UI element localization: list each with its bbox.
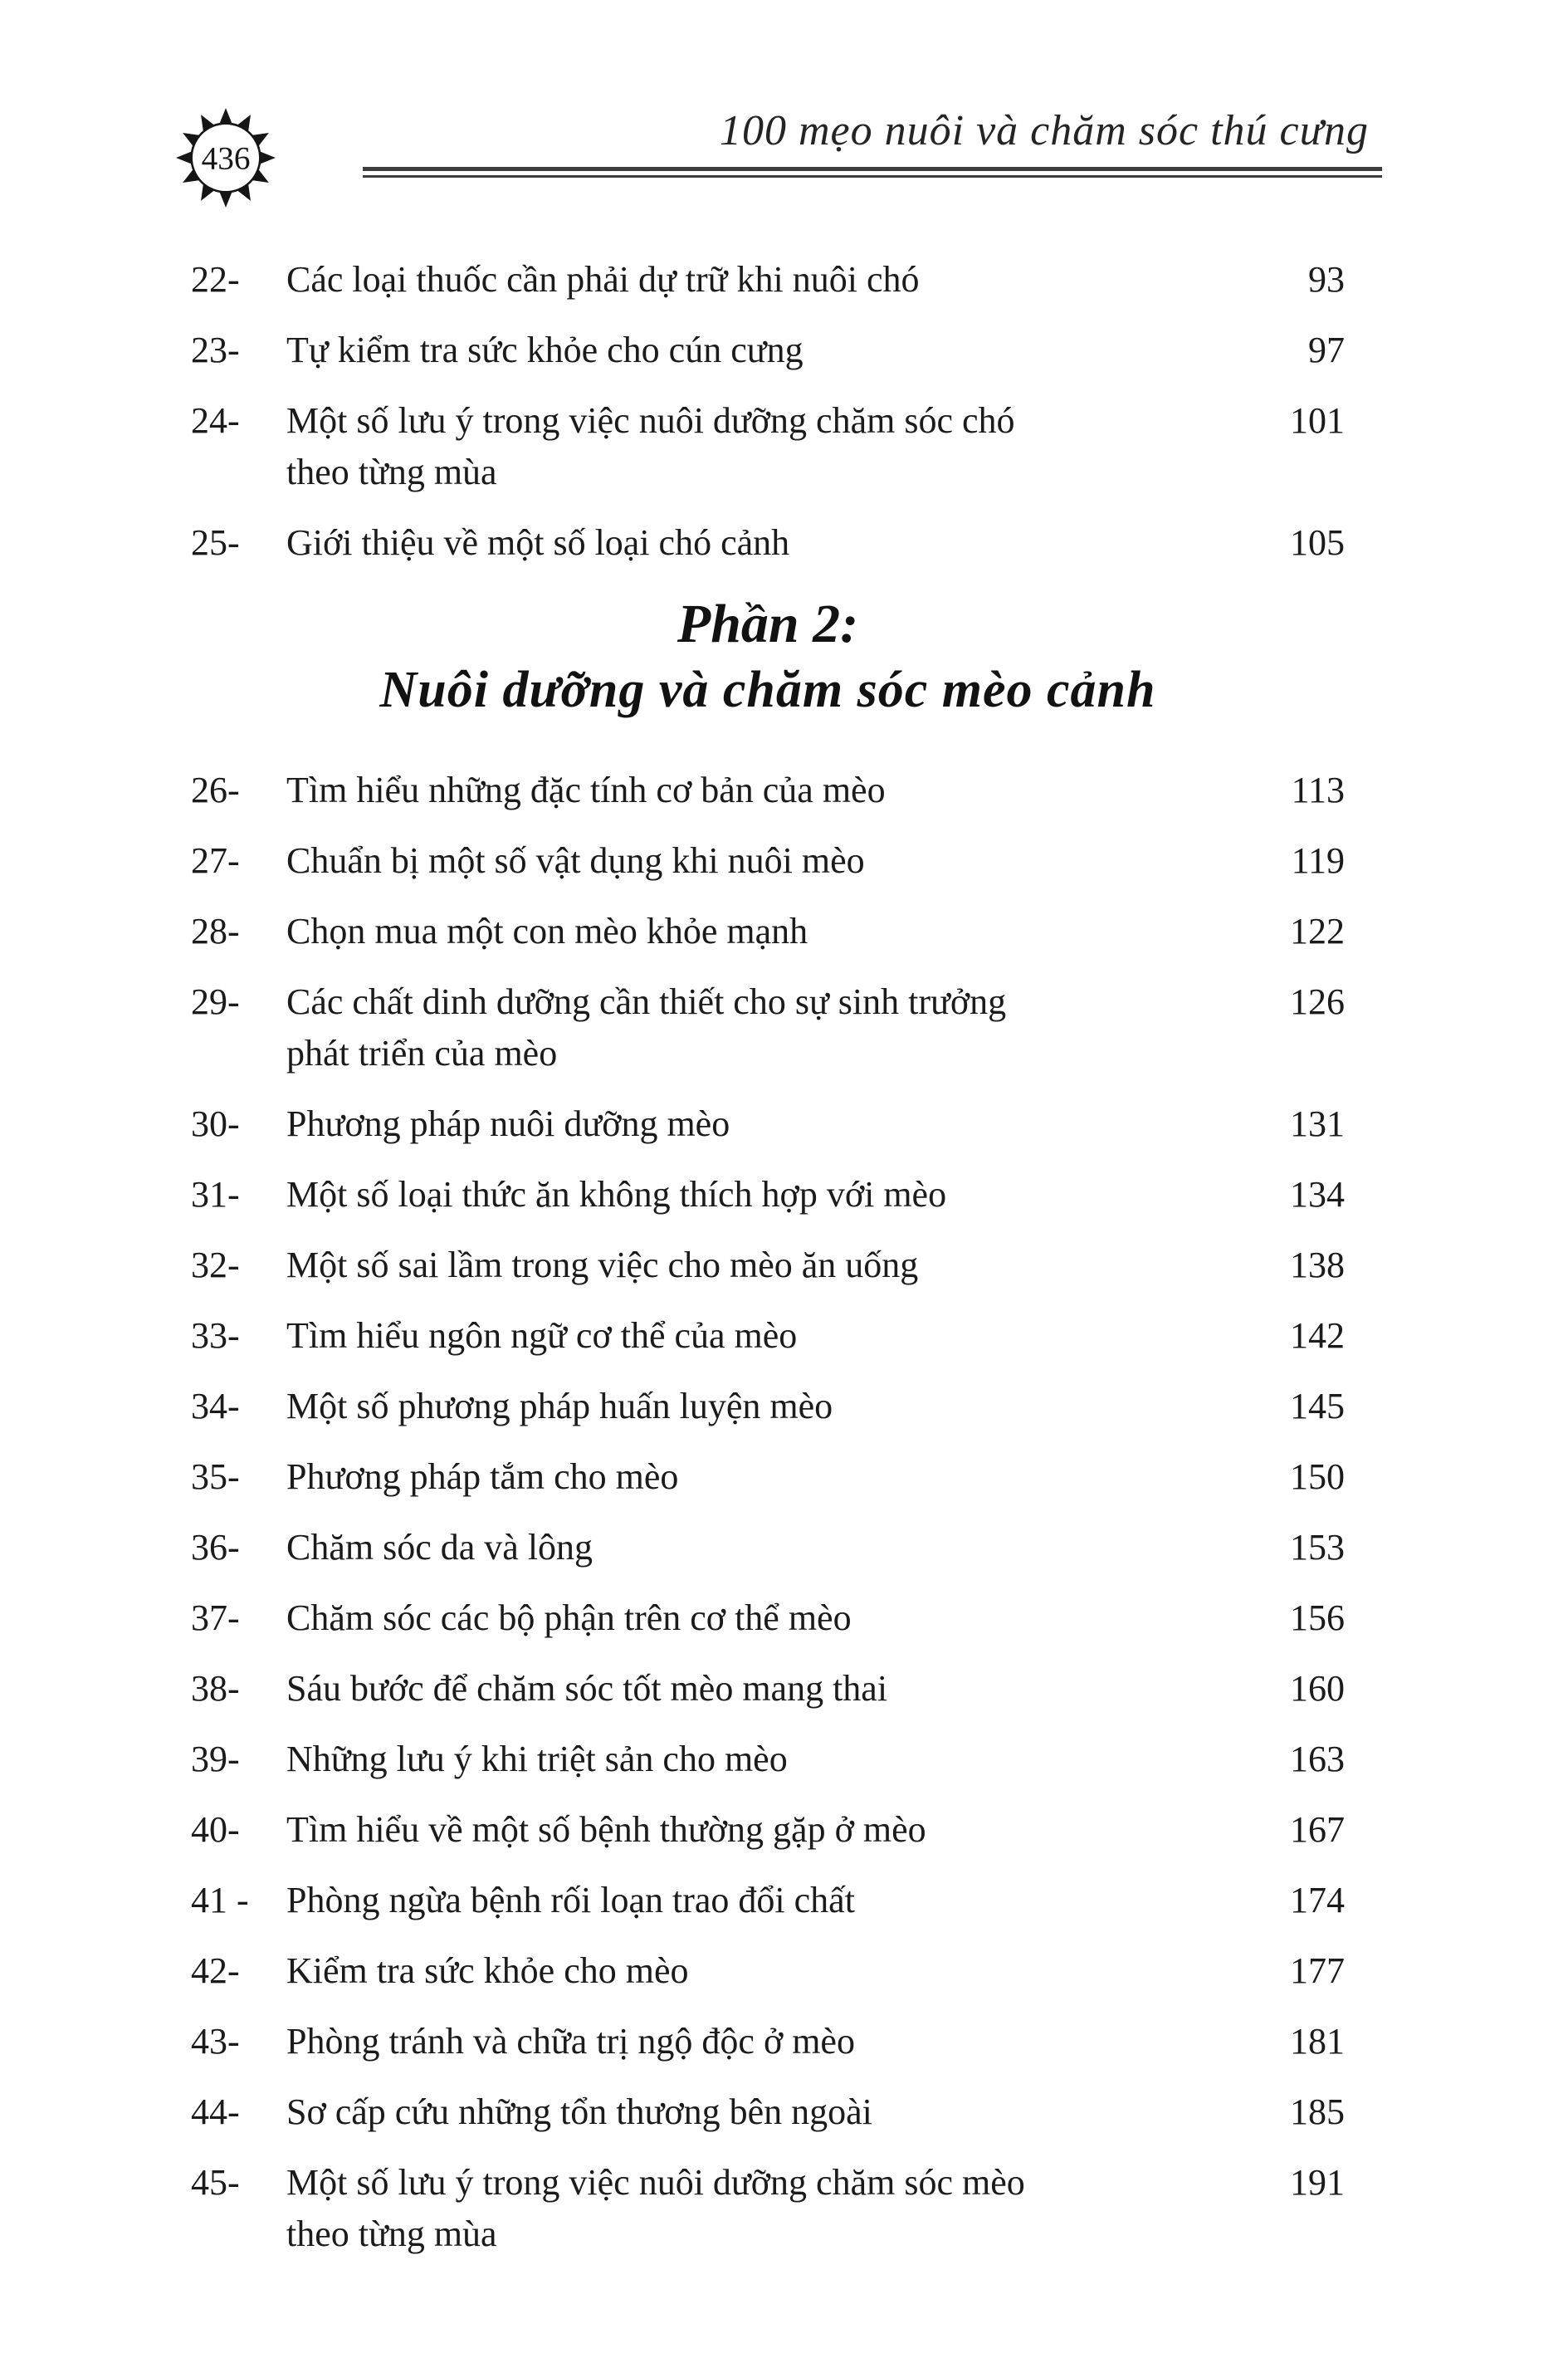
toc-row xyxy=(191,1596,1345,1641)
toc-entry-title-line1: Giới thiệu về một số loại chó cảnh xyxy=(286,522,790,563)
toc-entry-title xyxy=(286,1243,1266,1288)
toc-row xyxy=(191,909,1345,954)
toc-entry-number: 34- xyxy=(191,1386,240,1426)
table-of-contents xyxy=(191,257,1345,2282)
toc-entry-number: 41 - xyxy=(191,1880,249,1920)
toc-entry-title-line2: theo từng mùa xyxy=(286,2214,497,2254)
part-heading xyxy=(191,591,1345,722)
toc-entry-title xyxy=(286,2090,1266,2135)
toc-entry-page: 113 xyxy=(1291,770,1345,810)
toc-entry-title-line1: Một số loại thức ăn không thích hợp với mèo xyxy=(286,1174,947,1215)
toc-entry-title-line1: Phương pháp nuôi dưỡng mèo xyxy=(286,1103,730,1144)
toc-entry-title xyxy=(286,2019,1266,2064)
toc-entry-number: 29- xyxy=(191,981,240,1022)
toc-entry-page: 131 xyxy=(1290,1103,1345,1144)
toc-entry-title xyxy=(286,1313,1266,1358)
running-title: 100 mẹo nuôi và chăm sóc thú cưng xyxy=(720,107,1369,154)
toc-entry-title-line2: theo từng mùa xyxy=(286,452,497,492)
toc-row xyxy=(191,1878,1345,1923)
toc-row xyxy=(191,980,1345,1076)
toc-entry-title-line1: Một số phương pháp huấn luyện mèo xyxy=(286,1386,833,1426)
toc-entry-page: 101 xyxy=(1290,400,1345,441)
toc-entry-number: 32- xyxy=(191,1245,240,1285)
toc-entry-page: 122 xyxy=(1290,911,1345,951)
toc-entry-page: 145 xyxy=(1290,1386,1345,1426)
toc-entry-title-line1: Sơ cấp cứu những tổn thương bên ngoài xyxy=(286,2091,872,2132)
toc-entry-number: 44- xyxy=(191,2091,240,2132)
toc-entry-title xyxy=(286,521,1266,565)
toc-entry-title xyxy=(286,1172,1266,1217)
toc-entry-title xyxy=(286,1949,1266,1993)
toc-entry-title-line1: Phương pháp tắm cho mèo xyxy=(286,1456,679,1497)
toc-row xyxy=(191,257,1345,302)
toc-entry-number: 26- xyxy=(191,770,240,810)
toc-entry-number: 45- xyxy=(191,2162,240,2203)
toc-entry-page: 142 xyxy=(1290,1315,1345,1356)
toc-entry-title xyxy=(286,839,1266,883)
page-number-badge xyxy=(174,106,277,209)
toc-row xyxy=(191,328,1345,373)
toc-entry-number: 25- xyxy=(191,522,240,563)
toc-entry-page: 93 xyxy=(1308,259,1345,300)
toc-entry-page: 105 xyxy=(1290,522,1345,563)
toc-entry-title-line1: Tìm hiểu ngôn ngữ cơ thể của mèo xyxy=(286,1315,798,1356)
toc-row xyxy=(191,1949,1345,1993)
toc-entry-title xyxy=(286,909,1266,954)
toc-entry-title-line2: phát triển của mèo xyxy=(286,1033,558,1074)
toc-entry-title-line1: Một số sai lầm trong việc cho mèo ăn uống xyxy=(286,1245,919,1285)
toc-entry-page: 97 xyxy=(1308,330,1345,370)
toc-entry-page: 191 xyxy=(1290,2162,1345,2203)
toc-entry-title xyxy=(286,1525,1266,1570)
toc-entry-title xyxy=(286,1384,1266,1429)
toc-entry-title-line1: Chọn mua một con mèo khỏe mạnh xyxy=(286,911,808,951)
toc-entry-page: 138 xyxy=(1290,1245,1345,1285)
toc-entry-number: 37- xyxy=(191,1597,240,1638)
toc-row xyxy=(191,1102,1345,1147)
toc-entry-page: 177 xyxy=(1290,1950,1345,1991)
toc-entry-number: 38- xyxy=(191,1668,240,1709)
toc-entry-title-line1: Phòng ngừa bệnh rối loạn trao đổi chất xyxy=(286,1880,855,1920)
toc-entry-title-line1: Một số lưu ý trong việc nuôi dưỡng chăm sóc chó xyxy=(286,400,1015,441)
toc-row xyxy=(191,2160,1345,2257)
toc-entry-number: 42- xyxy=(191,1950,240,1991)
toc-entry-page: 185 xyxy=(1290,2091,1345,2132)
toc-row xyxy=(191,1808,1345,1852)
toc-section-cats xyxy=(191,768,1345,2257)
toc-entry-title-line1: Sáu bước để chăm sóc tốt mèo mang thai xyxy=(286,1668,888,1709)
toc-entry-title-line1: Những lưu ý khi triệt sản cho mèo xyxy=(286,1739,788,1779)
toc-entry-number: 27- xyxy=(191,840,240,881)
toc-entry-title-line1: Phòng tránh và chữa trị ngộ độc ở mèo xyxy=(286,2021,855,2062)
toc-row xyxy=(191,1455,1345,1499)
toc-entry-page: 163 xyxy=(1290,1739,1345,1779)
toc-entry-title-line1: Chuẩn bị một số vật dụng khi nuôi mèo xyxy=(286,840,865,881)
toc-row xyxy=(191,1666,1345,1711)
toc-row xyxy=(191,521,1345,565)
toc-row xyxy=(191,2090,1345,2135)
toc-entry-number: 40- xyxy=(191,1809,240,1850)
toc-entry-title-line1: Các loại thuốc cần phải dự trữ khi nuôi chó xyxy=(286,259,920,300)
toc-entry-page: 153 xyxy=(1290,1527,1345,1568)
toc-entry-title-line1: Tìm hiểu những đặc tính cơ bản của mèo xyxy=(286,770,886,810)
toc-entry-number: 39- xyxy=(191,1739,240,1779)
toc-entry-page: 160 xyxy=(1290,1668,1345,1709)
part-title: Nuôi dưỡng và chăm sóc mèo cảnh xyxy=(379,662,1156,718)
toc-entry-title xyxy=(286,257,1266,302)
toc-entry-number: 28- xyxy=(191,911,240,951)
toc-entry-page: 126 xyxy=(1290,981,1345,1022)
toc-entry-title xyxy=(286,1878,1266,1923)
toc-entry-title-line1: Kiểm tra sức khỏe cho mèo xyxy=(286,1950,689,1991)
toc-entry-title-line1: Chăm sóc các bộ phận trên cơ thể mèo xyxy=(286,1597,852,1638)
toc-row xyxy=(191,839,1345,883)
header-rule-divider xyxy=(363,167,1382,178)
toc-entry-title-line1: Một số lưu ý trong việc nuôi dưỡng chăm sóc mèo xyxy=(286,2162,1025,2203)
starburst-icon xyxy=(174,106,277,209)
toc-entry-title xyxy=(286,399,1266,495)
part-label: Phần 2: xyxy=(677,594,859,654)
toc-entry-page: 119 xyxy=(1291,840,1345,881)
toc-entry-title xyxy=(286,768,1266,813)
toc-entry-title xyxy=(286,1102,1266,1147)
toc-entry-number: 30- xyxy=(191,1103,240,1144)
toc-entry-page: 174 xyxy=(1290,1880,1345,1920)
toc-entry-title xyxy=(286,328,1266,373)
toc-row xyxy=(191,1384,1345,1429)
toc-row xyxy=(191,768,1345,813)
toc-entry-title xyxy=(286,1737,1266,1782)
toc-entry-title xyxy=(286,1455,1266,1499)
toc-row xyxy=(191,2019,1345,2064)
toc-row xyxy=(191,1737,1345,1782)
page-number-text: 436 xyxy=(201,140,251,177)
toc-entry-number: 31- xyxy=(191,1174,240,1215)
toc-entry-title-line1: Tự kiểm tra sức khỏe cho cún cưng xyxy=(286,330,804,370)
toc-entry-number: 22- xyxy=(191,259,240,300)
toc-entry-title-line1: Tìm hiểu về một số bệnh thường gặp ở mèo xyxy=(286,1809,926,1850)
toc-entry-page: 167 xyxy=(1290,1809,1345,1850)
toc-entry-page: 156 xyxy=(1290,1597,1345,1638)
toc-entry-number: 35- xyxy=(191,1456,240,1497)
toc-entry-title xyxy=(286,1808,1266,1852)
toc-entry-title xyxy=(286,1666,1266,1711)
toc-entry-number: 43- xyxy=(191,2021,240,2062)
toc-entry-number: 36- xyxy=(191,1527,240,1568)
toc-entry-number: 33- xyxy=(191,1315,240,1356)
toc-entry-page: 150 xyxy=(1290,1456,1345,1497)
toc-row xyxy=(191,1525,1345,1570)
toc-row xyxy=(191,1172,1345,1217)
toc-entry-title xyxy=(286,2160,1266,2257)
toc-row xyxy=(191,1243,1345,1288)
toc-row xyxy=(191,1313,1345,1358)
toc-section-dogs-tail xyxy=(191,257,1345,565)
toc-entry-number: 23- xyxy=(191,330,240,370)
toc-entry-page: 181 xyxy=(1290,2021,1345,2062)
toc-row xyxy=(191,399,1345,495)
toc-entry-title xyxy=(286,1596,1266,1641)
toc-entry-page: 134 xyxy=(1290,1174,1345,1215)
toc-entry-title xyxy=(286,980,1266,1076)
toc-entry-number: 24- xyxy=(191,400,240,441)
toc-entry-title-line1: Các chất dinh dưỡng cần thiết cho sự sinh trưởng xyxy=(286,981,1007,1022)
toc-entry-title-line1: Chăm sóc da và lông xyxy=(286,1527,593,1568)
